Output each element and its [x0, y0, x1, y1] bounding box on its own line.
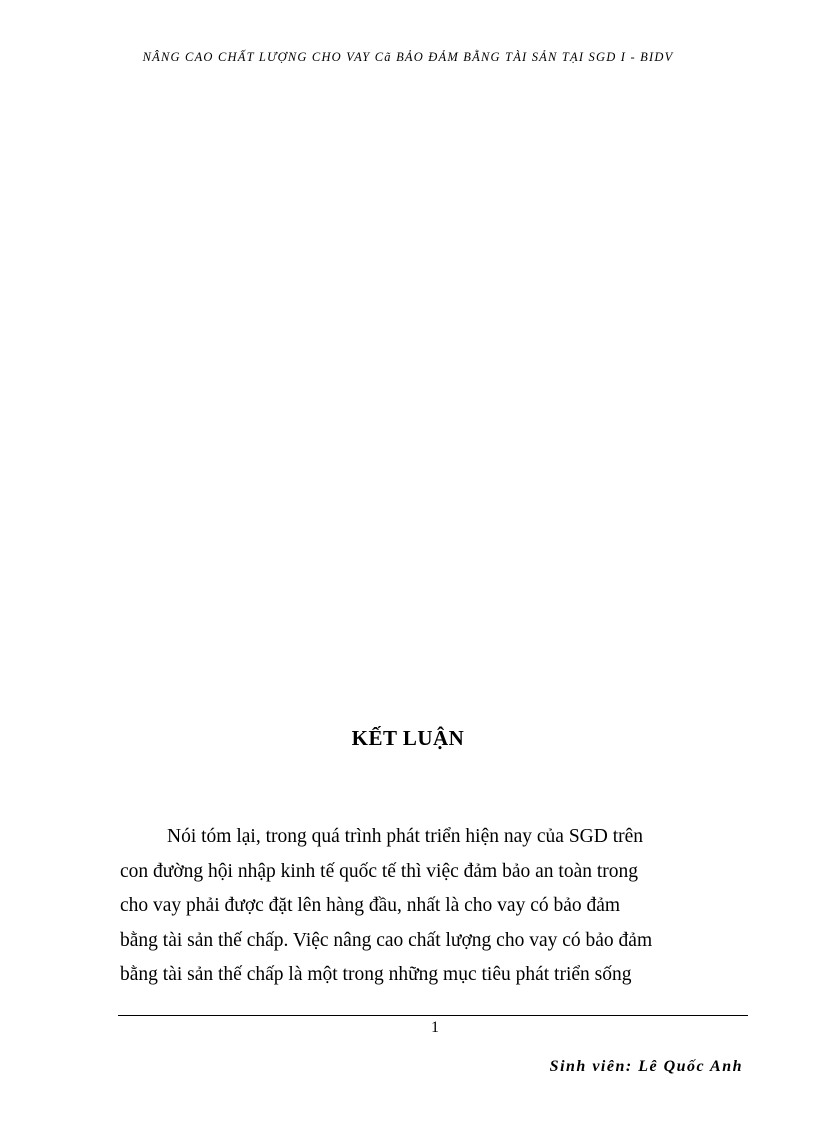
paragraph-line: Nói tóm lại, trong quá trình phát triển hiện nay của SGD trên: [167, 826, 644, 847]
paragraph-line: bằng tài sản thế chấp là một trong những mục tiêu phát triển sống: [120, 964, 632, 985]
page-number: 1: [431, 1019, 439, 1036]
body-paragraph: [120, 820, 760, 993]
section-title: KẾT LUẬN: [351, 726, 465, 750]
running-header: NÂNG CAO CHẤT LƯỢNG CHO VAY Cã BẢO ĐẢM BẰNG TÀI SẢN TẠI SGD I - BIDV: [142, 50, 674, 64]
paragraph-line: con đường hội nhập kinh tế quốc tế thì việc đảm bảo an toàn trong: [120, 860, 639, 882]
paragraph-line: bằng tài sản thế chấp. Việc nâng cao chất lượng cho vay có bảo đảm: [120, 929, 653, 951]
paragraph-line: cho vay phải được đặt lên hàng đầu, nhất là cho vay có bảo đảm: [120, 895, 621, 916]
footer-divider: [118, 1015, 748, 1016]
footer-author: Sinh viên: Lê Quốc Anh: [549, 1058, 743, 1075]
